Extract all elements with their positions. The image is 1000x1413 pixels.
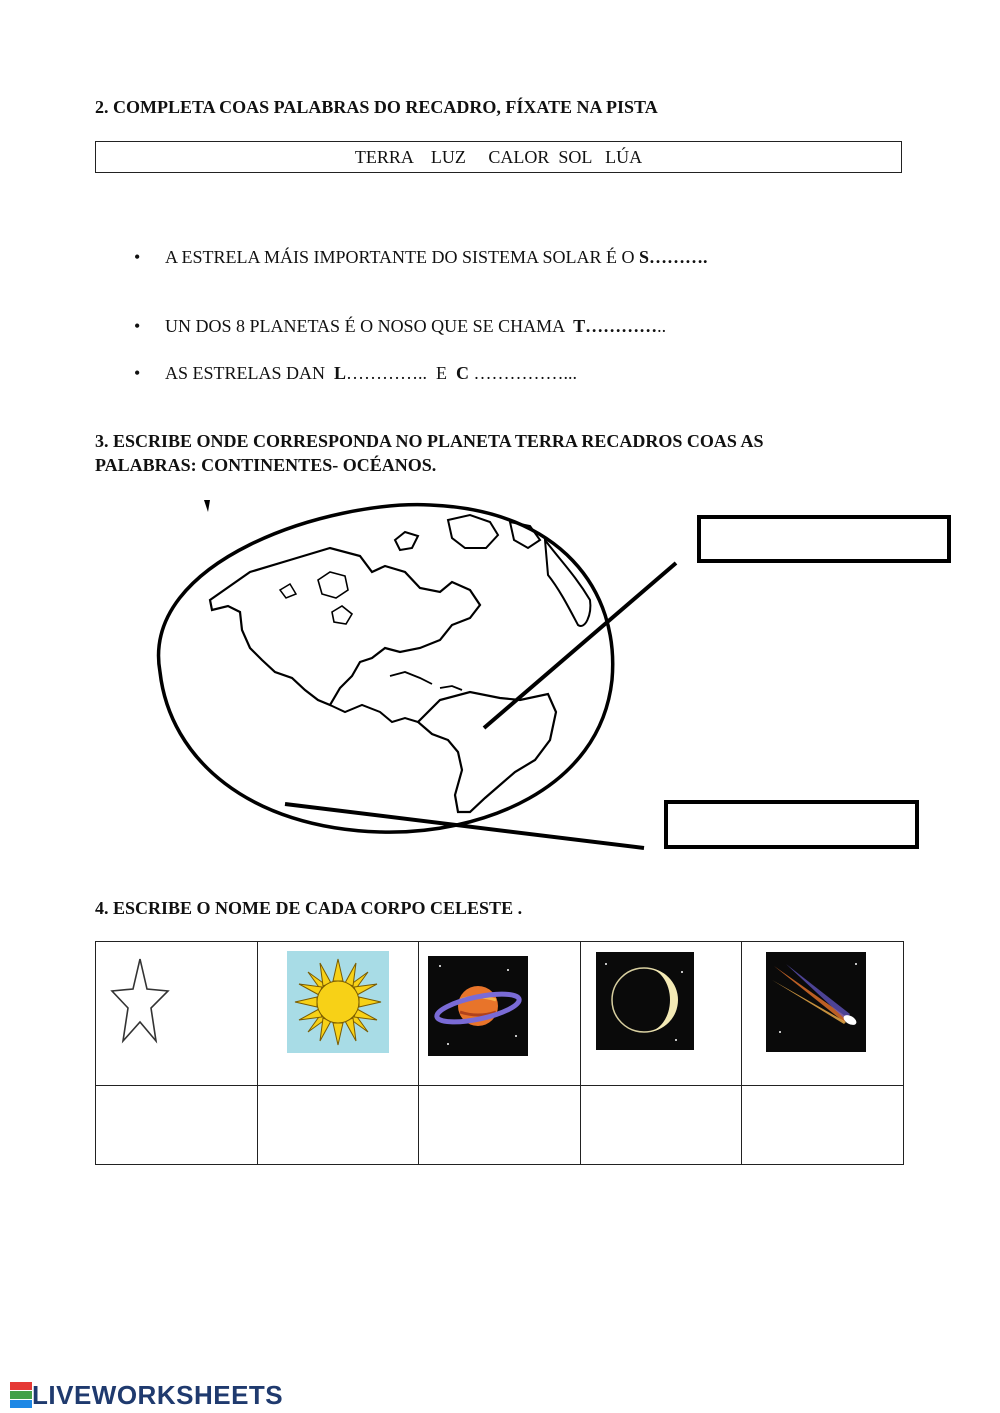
logo-text: LIVEWORKSHEETS	[32, 1379, 284, 1410]
pointer-line-continent	[484, 563, 676, 728]
item-text: A ESTRELA MÁIS IMPORTANTE DO SISTEMA SOLAR É O	[165, 247, 640, 267]
table-cell	[257, 942, 419, 1086]
table-cell	[742, 942, 904, 1086]
pointer-line-ocean	[285, 804, 644, 848]
item-tail: ………….. E	[346, 363, 457, 383]
bullet-icon: •	[134, 363, 141, 383]
answer-hint[interactable]: S……….	[639, 247, 708, 267]
sun-icon	[287, 951, 389, 1053]
table-row	[96, 942, 904, 1086]
section-3-heading	[95, 429, 763, 477]
table-cell	[419, 942, 581, 1086]
table-cell	[96, 942, 258, 1086]
logo-badge-icon	[10, 1382, 32, 1408]
liveworksheets-logo	[10, 1380, 283, 1410]
table-cell	[580, 942, 742, 1086]
comet-icon	[766, 952, 866, 1052]
planet-saturn-icon	[428, 956, 528, 1056]
table-row	[96, 1086, 904, 1165]
answer-cell[interactable]	[580, 1086, 742, 1165]
list-item	[125, 221, 708, 269]
answer-box-ocean[interactable]	[664, 800, 919, 849]
item-tail: ..	[657, 316, 667, 336]
answer-box-continent[interactable]	[697, 515, 951, 563]
celestial-bodies-table	[95, 941, 904, 1165]
heading-line: PALABRAS: CONTINENTES- OCÉANOS.	[95, 455, 437, 475]
heading-line: 3. ESCRIBE ONDE CORRESPONDA NO PLANETA TERRA RECADROS COAS AS	[95, 431, 764, 451]
answer-hint[interactable]: C	[456, 363, 470, 383]
item-text: AS ESTRELAS DAN	[165, 363, 335, 383]
list-item	[125, 290, 666, 338]
list-item	[125, 337, 577, 385]
star-icon	[110, 956, 170, 1046]
answer-cell[interactable]	[257, 1086, 419, 1165]
item-text: UN DOS 8 PLANETAS É O NOSO QUE SE CHAMA	[165, 316, 574, 336]
globe-icon	[159, 505, 613, 832]
item-tail: ……………...	[469, 363, 578, 383]
section-2-heading: 2. COMPLETA COAS PALABRAS DO RECADRO, FÍXATE NA PISTA	[95, 97, 658, 117]
word-bank-box: TERRA LUZ CALOR SOL LÚA	[95, 141, 902, 173]
bullet-icon: •	[134, 247, 141, 267]
answer-hint[interactable]: L	[334, 363, 347, 383]
stray-mark	[204, 500, 210, 512]
answer-cell[interactable]	[419, 1086, 581, 1165]
answer-cell[interactable]	[96, 1086, 258, 1165]
answer-hint[interactable]: T…………	[573, 316, 658, 336]
section-4-heading: 4. ESCRIBE O NOME DE CADA CORPO CELESTE .	[95, 898, 523, 918]
moon-icon	[596, 952, 694, 1050]
answer-cell[interactable]	[742, 1086, 904, 1165]
bullet-icon: •	[134, 316, 141, 336]
